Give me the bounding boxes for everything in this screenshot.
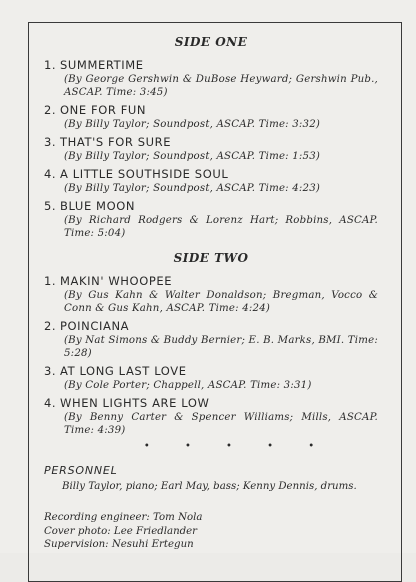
track-credit: (By Billy Taylor; Soundpost, ASCAP. Time: 3:32) — [64, 119, 321, 130]
track-item — [44, 396, 378, 437]
track-item — [44, 135, 378, 163]
track-number: 1. — [44, 58, 57, 72]
track-number: 3. — [44, 135, 57, 149]
track-title: THAT'S FOR SURE — [60, 135, 172, 149]
track-number: 4. — [44, 167, 57, 181]
track-credit: (By Gus Kahn & Walter Donaldson; Bregman, Vocco & Conn & Gus Kahn, ASCAP. Time: 4:24) — [64, 290, 378, 314]
track-number: 3. — [44, 364, 57, 378]
personnel-heading: PERSONNEL — [44, 464, 118, 477]
track-number: 4. — [44, 396, 57, 410]
track-credit: (By Billy Taylor; Soundpost, ASCAP. Time: 1:53) — [64, 151, 321, 162]
side-one-heading: SIDE ONE — [174, 35, 248, 49]
track-credit: (By Cole Porter; Chappell, ASCAP. Time: 3:31) — [64, 380, 312, 391]
track-title: AT LONG LAST LOVE — [60, 364, 187, 378]
track-number: 5. — [44, 199, 57, 213]
track-credit: (By Nat Simons & Buddy Bernier; E. B. Marks, BMI. Time: 5:28) — [64, 335, 378, 359]
track-title: ONE FOR FUN — [60, 103, 147, 117]
credit-line: Recording engineer: Tom Nola — [44, 512, 203, 523]
credit-line: Supervision: Nesuhi Ertegun — [44, 539, 194, 550]
track-item — [44, 58, 378, 99]
personnel-text: Billy Taylor, piano; Earl May, bass; Kenny Dennis, drums. — [62, 481, 357, 492]
track-title: WHEN LIGHTS ARE LOW — [60, 396, 210, 410]
production-credits — [44, 511, 378, 552]
track-title: SUMMERTIME — [60, 58, 144, 72]
track-title: MAKIN' WHOOPEE — [60, 274, 173, 288]
side-two-heading: SIDE TWO — [173, 251, 249, 265]
track-credit: (By Billy Taylor; Soundpost, ASCAP. Time: 4:23) — [64, 183, 321, 194]
track-number: 1. — [44, 274, 57, 288]
credit-line: Cover photo: Lee Friedlander — [44, 525, 198, 537]
track-number: 2. — [44, 319, 57, 333]
track-number: 2. — [44, 103, 57, 117]
track-item — [44, 319, 378, 360]
section-divider: • • • • • — [143, 441, 331, 452]
track-title: POINCIANA — [60, 319, 130, 333]
track-item — [44, 103, 378, 131]
track-item — [44, 167, 378, 195]
track-item — [44, 274, 378, 315]
track-listing — [44, 34, 378, 552]
track-title: A LITTLE SOUTHSIDE SOUL — [60, 167, 229, 181]
track-credit: (By George Gershwin & DuBose Heyward; Gershwin Pub., ASCAP. Time: 3:45) — [64, 74, 378, 98]
track-item — [44, 199, 378, 240]
track-credit: (By Richard Rodgers & Lorenz Hart; Robbins, ASCAP. Time: 5:04) — [64, 215, 378, 239]
track-title: BLUE MOON — [60, 199, 136, 213]
track-credit: (By Benny Carter & Spencer Williams; Mills, ASCAP. Time: 4:39) — [64, 412, 378, 436]
track-item — [44, 364, 378, 392]
